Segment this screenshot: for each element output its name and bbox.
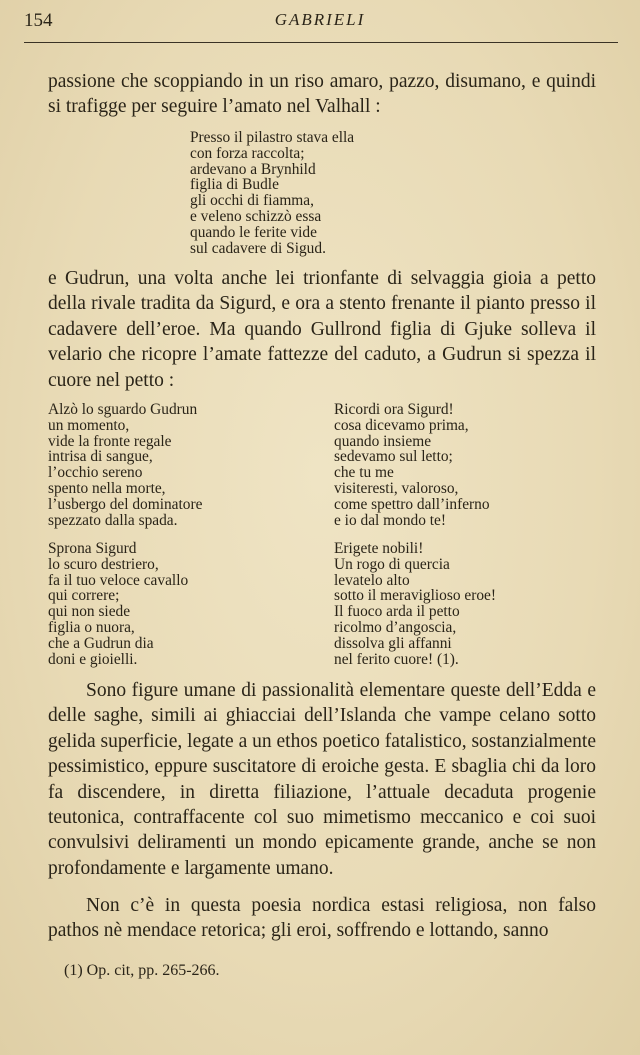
verse-line: e veleno schizzò essa [190,207,322,225]
verse-line: qui correre; [48,587,120,605]
verse-line: intrisa di sangue, [48,448,153,466]
running-title: GABRIELI [274,10,366,29]
verse-left-stanza-2 [48,541,188,667]
verse-line: Un rogo di quercia [334,555,450,573]
verse-line: Ricordi ora Sigurd! [334,401,454,418]
verse-line: l’occhio sereno [48,464,143,482]
verse-line: ricolmo d’angoscia, [334,618,457,636]
verse-line: spezzato dalla spada. [48,511,178,529]
verse-line: gli occhi di fiamma, [190,192,314,210]
verse-right-stanza-1 [334,402,490,528]
verse-line: come spettro dall’inferno [334,495,490,513]
verse-line: Erigete nobili! [334,540,424,557]
verse-line: cosa dicevamo prima, [334,416,469,434]
verse-line: quando insieme [334,432,432,450]
verse-line: che a Gudrun dia [48,634,154,652]
verse-line: fa il tuo veloce cavallo [48,571,189,589]
verse-line: nel ferito cuore! (1). [334,650,459,668]
verse-line: vide la fronte regale [48,432,172,450]
verse-line: che tu me [334,464,394,482]
verse-line: dissolva gli affanni [334,634,452,652]
verse-left-stanza-1 [48,402,202,528]
verse-line: figlia di Budle [190,176,279,194]
verse-line: visiteresti, valoroso, [334,479,459,497]
verse-block-1 [190,130,354,256]
verse-line: l’usbergo del dominatore [48,495,203,513]
verse-line: Il fuoco arda il petto [334,603,460,621]
verse-line: qui non siede [48,603,131,621]
header-rule [24,42,618,43]
verse-line: ardevano a Brynhild [190,160,316,178]
footnote: (1) Op. cit, pp. 265-266. [64,962,220,979]
verse-line: figlia o nuora, [48,618,135,636]
verse-line: sedevamo sul letto; [334,448,453,466]
verse-line: quando le ferite vide [190,223,317,241]
verse-line: levatelo alto [334,571,410,589]
verse-line: e io dal mondo te! [334,511,446,529]
paragraph-4: Non c’è in questa poesia nordica estasi religiosa, non falso pathos nè mendace retorica; gli eroi, soffrendo e lottando, sanno [48,895,596,942]
verse-line: sul cadavere di Sigud. [190,239,326,257]
verse-line: un momento, [48,416,130,434]
page-header [24,10,616,34]
paragraph-3: Sono figure umane di passionalità elementare queste dell’Edda e delle saghe, simili ai ghiacciai dell’Islanda che vampe celano sotto gelida superficie, legate a un ethos poetico fatalistico, sostanzialmente pessimistico, eppure suscitatore di eroiche gesta. E sbaglia chi da loro fa discendere, in diretta filiazione, l’attuale decaduta progenie teutonica, contraffacente col suo mimetismo meccanico e coi suoi convulsivi deliramenti un mondo epicamente grande, anche se non profondamente e largamente umano. [48,680,596,879]
verse-line: doni e gioielli. [48,650,138,668]
paragraph-2: e Gudrun, una volta anche lei trionfante di selvaggia gioia a petto della rivale tradita da Sigurd, e ora a stento frenante il pianto presso il cadavere dell’eroe. Ma quando Gullrond figlia di Gjuke solleva il velario che ricopre l’amate fattezze del caduto, a Gudrun si spezza il cuore nel petto : [48,268,596,391]
page-number: 154 [24,10,53,31]
paragraph-1: passione che scoppiando in un riso amaro, pazzo, disumano, e quindi si trafigge per seguire l’amato nel Valhall : [48,71,596,118]
verse-line: Sprona Sigurd [48,540,137,557]
verse-line: spento nella morte, [48,479,166,497]
verse-line: sotto il meraviglioso eroe! [334,587,496,605]
verse-line: Alzò lo sguardo Gudrun [48,401,198,418]
verse-line: Presso il pilastro stava ella [190,129,355,146]
verse-line: lo scuro destriero, [48,555,159,573]
verse-line: con forza raccolta; [190,144,305,162]
verse-right-stanza-2 [334,541,496,667]
